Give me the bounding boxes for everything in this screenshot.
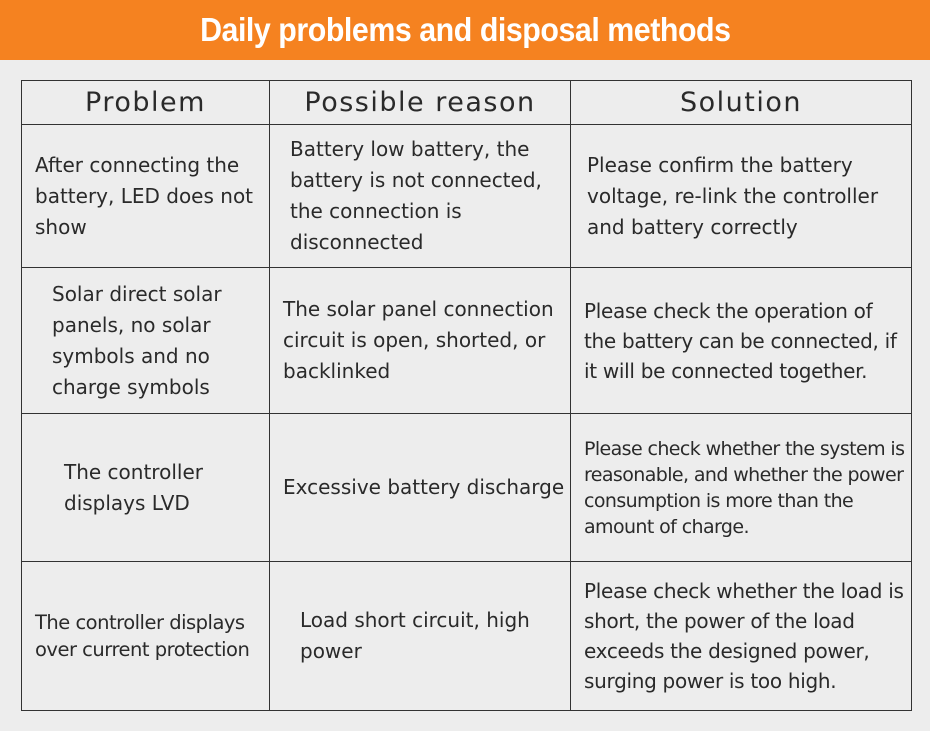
page-title: Daily problems and disposal methods <box>199 11 731 48</box>
table-row <box>22 414 912 561</box>
table-row <box>22 125 912 268</box>
solution-cell <box>571 125 912 268</box>
table-header-row <box>22 81 912 125</box>
reason-cell <box>270 561 571 710</box>
solution-cell <box>571 268 912 414</box>
problem-text: The controller displays LVD <box>64 459 203 515</box>
reason-cell <box>270 268 571 414</box>
reason-cell <box>270 125 571 268</box>
reason-cell <box>270 414 571 561</box>
solution-text: Please check whether the system is reasonable, and whether the power consumption is more than the amount of charge. <box>584 437 905 538</box>
problem-text: After connecting the battery, LED does not show <box>35 152 254 239</box>
column-header-reason: Possible reason <box>270 81 571 125</box>
reason-text: Excessive battery discharge <box>283 475 565 500</box>
problem-cell <box>22 268 270 414</box>
problem-text: The controller displays over current protection <box>35 610 250 661</box>
troubleshooting-table <box>21 80 912 711</box>
solution-text: Please check whether the load is short, the power of the load exceeds the designed power, surging power is too high. <box>584 578 904 693</box>
table-row <box>22 561 912 710</box>
solution-cell <box>571 414 912 561</box>
solution-cell <box>571 561 912 710</box>
column-header-solution: Solution <box>571 81 912 125</box>
reason-text: Load short circuit, high power <box>300 607 530 663</box>
table-row <box>22 268 912 414</box>
problem-cell <box>22 561 270 710</box>
column-header-problem: Problem <box>22 81 270 125</box>
reason-text: Battery low battery, the battery is not connected, the connection is disconnected <box>290 137 542 255</box>
solution-text: Please check the operation of the battery can be connected, if it will be connected together. <box>584 298 897 383</box>
reason-text: The solar panel connection circuit is open, shorted, or backlinked <box>283 297 554 384</box>
problem-text: Solar direct solar panels, no solar symbols and no charge symbols <box>52 281 222 399</box>
problem-cell <box>22 414 270 561</box>
title-banner <box>0 0 930 60</box>
solution-text: Please confirm the battery voltage, re-link the controller and battery correctly <box>587 152 879 239</box>
problem-cell <box>22 125 270 268</box>
